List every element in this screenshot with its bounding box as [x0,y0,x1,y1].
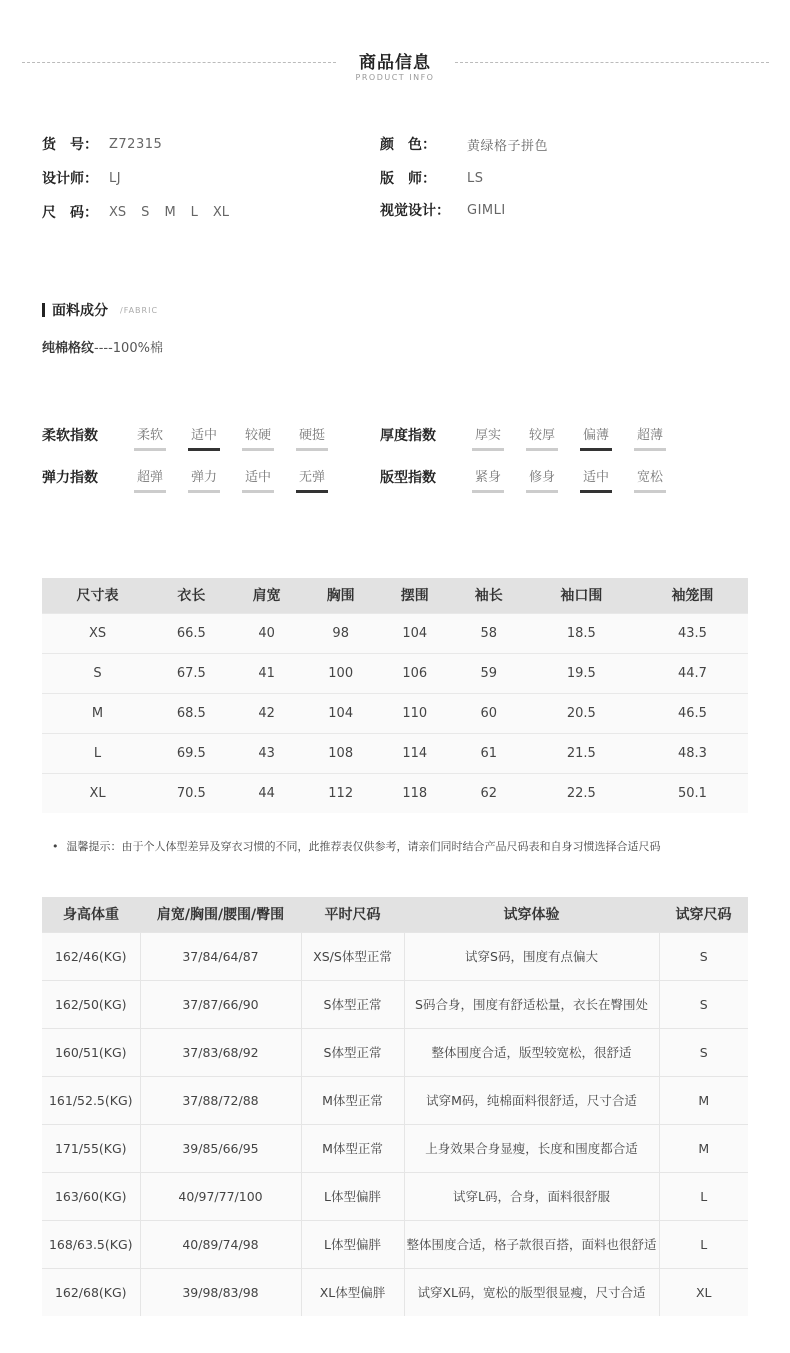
table-cell: 37/83/68/92 [140,1028,301,1076]
table-cell: 44 [230,773,304,813]
table-cell: 37/88/72/88 [140,1076,301,1124]
info-value: GIMLI [467,202,506,218]
table-cell: 69.5 [153,733,230,773]
index-option: 紧身 [472,468,526,488]
option-underline [526,490,558,493]
table-cell: 70.5 [153,773,230,813]
index-label: 厚度指数 [380,428,436,444]
table-cell: 110 [378,693,452,733]
table-cell: 118 [378,773,452,813]
size-option: L [190,204,198,220]
table-cell: L [659,1220,748,1268]
index-option: 厚实 [472,426,526,446]
table-cell: 试穿L码，合身，面料很舒服 [404,1172,659,1220]
table-cell: 22.5 [526,773,637,813]
index-option-selected: 无弹 [296,468,350,488]
table-cell: 20.5 [526,693,637,733]
table-cell: 161/52.5(KG) [42,1076,140,1124]
table-header: 袖笼围 [637,578,748,613]
info-size [42,200,244,224]
table-cell: 171/55(KG) [42,1124,140,1172]
fitting-report-table [42,897,748,1316]
fit-index [380,468,688,498]
size-option: XL [212,204,230,220]
table-cell: M [659,1124,748,1172]
table-cell: 试穿XL码，宽松的版型很显瘦，尺寸合适 [404,1268,659,1316]
table-row [42,980,748,1028]
table-cell: S体型正常 [301,1028,404,1076]
table-header: 尺寸表 [42,578,153,613]
index-label: 弹力指数 [42,470,98,486]
table-cell: 46.5 [637,693,748,733]
table-cell: 整体围度合适，格子款很百搭，面料也很舒适 [404,1220,659,1268]
thickness-index [380,426,688,456]
table-cell: 104 [378,613,452,653]
table-cell: S [659,932,748,980]
option-underline [188,490,220,493]
index-option: 宽松 [634,468,688,488]
info-value: LS [467,170,484,186]
table-cell: 试穿S码，围度有点偏大 [404,932,659,980]
option-underline [296,448,328,451]
index-option: 硬挺 [296,426,350,446]
option-underline [580,448,612,451]
elasticity-index [42,468,350,498]
table-row [42,693,748,733]
table-cell: L体型偏胖 [301,1172,404,1220]
table-cell: L体型偏胖 [301,1220,404,1268]
table-header: 摆围 [378,578,452,613]
table-cell: 48.3 [637,733,748,773]
table-row [42,1220,748,1268]
index-option: 柔软 [134,426,188,446]
table-cell: M [42,693,153,733]
table-cell: 61 [452,733,526,773]
table-cell: 37/84/64/87 [140,932,301,980]
option-underline [472,448,504,451]
table-header-row [42,578,748,613]
index-option: 超弹 [134,468,188,488]
table-row [42,733,748,773]
table-row [42,773,748,813]
table-cell: 41 [230,653,304,693]
index-option: 较厚 [526,426,580,446]
table-cell: 62 [452,773,526,813]
index-option: 较硬 [242,426,296,446]
table-cell: XS [42,613,153,653]
option-underline [242,448,274,451]
index-option-selected: 偏薄 [580,426,634,446]
product-info-grid [42,132,752,232]
table-cell: S [659,980,748,1028]
info-value: LJ [109,170,122,186]
info-label: 视觉设计： [380,203,450,219]
option-underline [634,490,666,493]
table-cell: 40 [230,613,304,653]
table-cell: S [659,1028,748,1076]
table-cell: 162/68(KG) [42,1268,140,1316]
info-color [380,132,548,156]
fabric-percent: ----100%棉 [94,341,163,356]
info-visual-design [380,198,506,222]
page-subtitle: PRODUCT INFO [355,73,435,82]
size-option: S [141,204,150,220]
fabric-composition [42,337,163,356]
softness-index [42,426,350,456]
table-row [42,1076,748,1124]
table-cell: 163/60(KG) [42,1172,140,1220]
table-row [42,613,748,653]
table-cell: M体型正常 [301,1124,404,1172]
table-cell: 39/98/83/98 [140,1268,301,1316]
size-option: XS [109,204,127,220]
info-label: 版 师： [380,171,436,187]
table-header: 袖口围 [526,578,637,613]
table-cell: 112 [304,773,378,813]
table-row [42,653,748,693]
table-cell: 40/97/77/100 [140,1172,301,1220]
info-designer [42,166,121,190]
index-option: 修身 [526,468,580,488]
table-cell: S [42,653,153,693]
fabric-section-title [42,300,158,320]
table-header: 肩宽 [230,578,304,613]
table-cell: 50.1 [637,773,748,813]
info-label: 货 号： [42,137,98,153]
table-header: 身高体重 [42,897,140,932]
index-label: 柔软指数 [42,428,98,444]
index-option-selected: 适中 [580,468,634,488]
table-header: 肩宽/胸围/腰围/臀围 [140,897,301,932]
table-cell: L [659,1172,748,1220]
table-row [42,1172,748,1220]
info-item-no [42,132,162,156]
table-cell: 98 [304,613,378,653]
table-cell: 43.5 [637,613,748,653]
fabric-title: 面料成分 [52,303,108,319]
table-cell: XS/S体型正常 [301,932,404,980]
table-header: 试穿尺码 [659,897,748,932]
table-cell: 58 [452,613,526,653]
table-cell: 60 [452,693,526,733]
option-underline [134,448,166,451]
option-underline [296,490,328,493]
table-cell: 43 [230,733,304,773]
table-cell: 19.5 [526,653,637,693]
table-header: 袖长 [452,578,526,613]
size-list [109,205,244,220]
table-cell: 上身效果合身显瘦，长度和围度都合适 [404,1124,659,1172]
table-cell: 104 [304,693,378,733]
index-option: 弹力 [188,468,242,488]
bullet-icon: • [52,840,59,853]
index-option: 适中 [242,468,296,488]
table-cell: M体型正常 [301,1076,404,1124]
table-cell: 162/50(KG) [42,980,140,1028]
table-cell: 68.5 [153,693,230,733]
option-underline [134,490,166,493]
table-cell: 168/63.5(KG) [42,1220,140,1268]
option-underline [242,490,274,493]
table-cell: 100 [304,653,378,693]
info-label: 尺 码： [42,205,98,221]
table-header: 试穿体验 [404,897,659,932]
table-cell: 37/87/66/90 [140,980,301,1028]
table-cell: 40/89/74/98 [140,1220,301,1268]
table-cell: XL [659,1268,748,1316]
option-underline [188,448,220,451]
option-underline [580,490,612,493]
page-title: 商品信息 [359,53,431,73]
info-value: 黄绿格子拼色 [467,138,549,154]
table-cell: 67.5 [153,653,230,693]
index-option-selected: 适中 [188,426,242,446]
table-row [42,1028,748,1076]
table-header: 胸围 [304,578,378,613]
table-row [42,1268,748,1316]
info-label: 设计师： [42,171,98,187]
table-cell: 44.7 [637,653,748,693]
table-cell: 试穿M码，纯棉面料很舒适，尺寸合适 [404,1076,659,1124]
info-label: 颜 色： [380,137,436,153]
table-cell: 108 [304,733,378,773]
option-underline [472,490,504,493]
size-option: M [164,204,176,220]
table-cell: M [659,1076,748,1124]
table-cell: 42 [230,693,304,733]
table-header: 平时尺码 [301,897,404,932]
table-cell: 160/51(KG) [42,1028,140,1076]
table-cell: 整体围度合适，版型较宽松，很舒适 [404,1028,659,1076]
table-row [42,932,748,980]
table-cell: S码合身，围度有舒适松量，衣长在臀围处 [404,980,659,1028]
size-tip [52,838,661,854]
fabric-subtitle: /FABRIC [120,305,159,315]
table-cell: 59 [452,653,526,693]
table-cell: 39/85/66/95 [140,1124,301,1172]
table-cell: 66.5 [153,613,230,653]
section-marker [42,303,45,317]
table-cell: XL体型偏胖 [301,1268,404,1316]
table-cell: L [42,733,153,773]
table-header-row [42,897,748,932]
table-cell: 114 [378,733,452,773]
table-cell: 18.5 [526,613,637,653]
option-underline [634,448,666,451]
table-cell: 162/46(KG) [42,932,140,980]
info-value: Z72315 [109,136,163,152]
table-cell: XL [42,773,153,813]
table-row [42,1124,748,1172]
table-cell: S体型正常 [301,980,404,1028]
size-chart-table [42,578,748,813]
index-label: 版型指数 [380,470,436,486]
table-cell: 21.5 [526,733,637,773]
table-header: 衣长 [153,578,230,613]
table-cell: 106 [378,653,452,693]
tip-text: 温馨提示：由于个人体型差异及穿衣习惯的不同，此推荐表仅供参考，请亲们同时结合产品尺码表和自身习惯选择合适尺码 [66,840,661,853]
option-underline [526,448,558,451]
product-info-header [0,48,790,88]
fabric-name: 纯棉格纹 [42,341,95,356]
info-pattern-maker [380,166,484,190]
index-option: 超薄 [634,426,688,446]
